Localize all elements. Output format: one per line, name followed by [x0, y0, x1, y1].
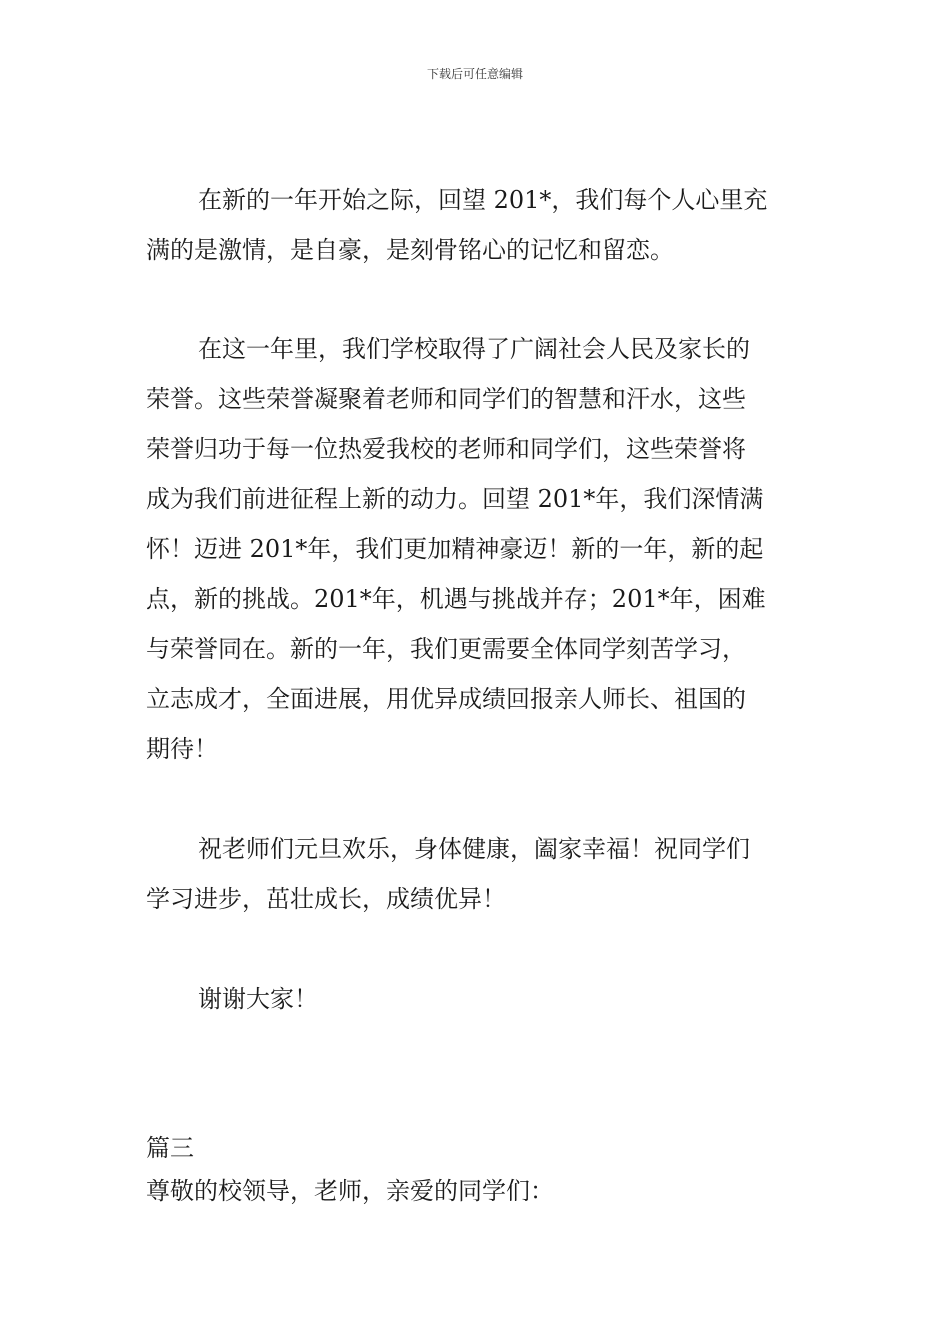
paragraph-line: 荣誉。这些荣誉凝聚着老师和同学们的智慧和汗水，这些	[146, 385, 746, 413]
paragraph-thanks	[146, 974, 810, 1024]
paragraph-achievements	[146, 324, 810, 774]
page-header-note: 下载后可任意编辑	[426, 67, 523, 81]
paragraph-line: 谢谢大家！	[198, 985, 318, 1013]
paragraph-line: 在新的一年开始之际，回望 201*，我们每个人心里充	[198, 186, 768, 214]
paragraph-line: 与荣誉同在。新的一年，我们更需要全体同学刻苦学习，	[146, 635, 746, 663]
paragraph-line: 祝老师们元旦欢乐，身体健康，阖家幸福！祝同学们	[198, 835, 750, 863]
paragraph-line: 怀！迈进 201*年，我们更加精神豪迈！新的一年，新的起	[146, 535, 764, 563]
paragraph-line: 满的是激情，是自豪，是刻骨铭心的记忆和留恋。	[146, 236, 674, 264]
paragraph-line: 期待！	[146, 735, 218, 763]
section-label: 篇三	[146, 1134, 194, 1162]
paragraph-line: 在这一年里，我们学校取得了广阔社会人民及家长的	[198, 335, 750, 363]
paragraph-line: 点，新的挑战。201*年，机遇与挑战并存；201*年，困难	[146, 585, 766, 613]
paragraph-line: 立志成才，全面进展，用优异成绩回报亲人师长、祖国的	[146, 685, 746, 713]
paragraph-wishes	[146, 824, 810, 924]
paragraph-opening	[146, 175, 810, 275]
paragraph-line: 成为我们前进征程上新的动力。回望 201*年，我们深情满	[146, 485, 764, 513]
paragraph-line: 学习进步，茁壮成长，成绩优异！	[146, 885, 506, 913]
section-salutation: 尊敬的校领导，老师，亲爱的同学们：	[146, 1177, 554, 1205]
paragraph-line: 荣誉归功于每一位热爱我校的老师和同学们，这些荣誉将	[146, 435, 746, 463]
